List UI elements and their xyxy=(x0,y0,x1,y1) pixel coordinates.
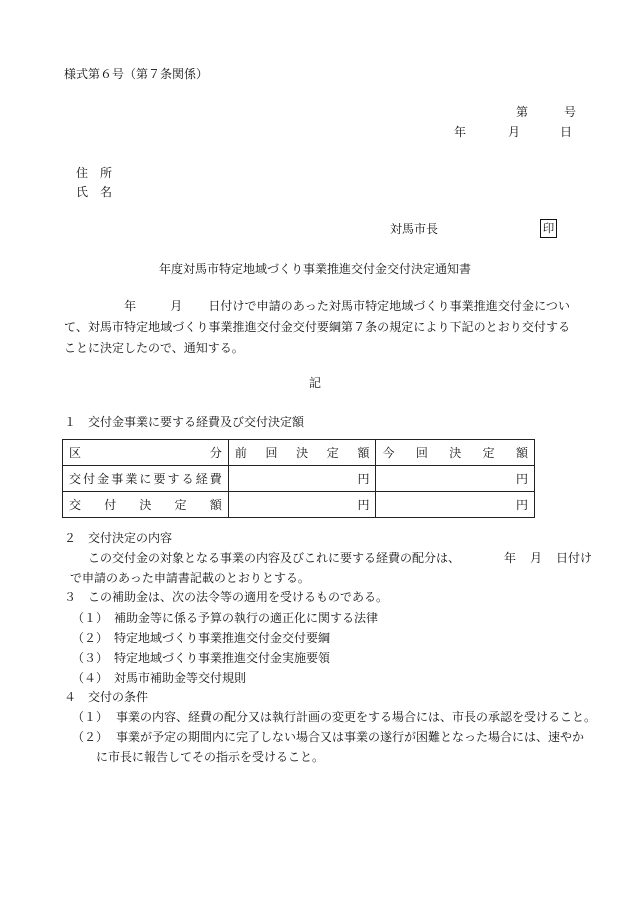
current-amount-cell: 円 xyxy=(376,466,535,492)
recipient-address-label: 住 所 xyxy=(76,166,113,180)
list-item: （２） 特定地域づくり事業推進交付金交付要綱 xyxy=(72,631,331,645)
header-category-left: 区 xyxy=(69,446,82,460)
intro-text: 日付けで申請のあった対馬市特定地域づくり事業推進交付金について、対馬市特定地域づくり事業推進交付金交付要綱第７条の規定により下記のとおり交付することに決定したので、通知する。 xyxy=(64,299,570,355)
row-label-char: 金 xyxy=(97,472,110,486)
list-item xyxy=(72,729,584,745)
date-month: 月 xyxy=(508,125,521,139)
header-prev-char: 額 xyxy=(357,446,370,460)
header-category xyxy=(63,440,229,466)
row-label-char: に xyxy=(139,472,152,486)
list-item: （３） 特定地域づくり事業推進交付金実施要領 xyxy=(72,651,331,665)
doc-number-suffix: 号 xyxy=(564,105,577,119)
section-2-line-2: で申請のあった申請書記載のとおりとする。 xyxy=(70,571,310,585)
header-curr-char: 決 xyxy=(449,446,462,460)
section-2-month: 月 xyxy=(530,551,543,565)
row-label-char: 経 xyxy=(195,472,208,486)
condition-number: （２） xyxy=(72,730,109,744)
section-2-year: 年 xyxy=(504,551,517,565)
recipient-name-label: 氏 名 xyxy=(76,185,113,199)
form-number-label: 様式第６号（第７条関係） xyxy=(64,67,209,81)
condition-continuation: に市長に報告してその指示を受けること。 xyxy=(96,750,325,764)
row-label-char: 付 xyxy=(83,472,96,486)
header-curr-char: 定 xyxy=(482,446,495,460)
list-item: （１） 補助金等に係る予算の執行の適正化に関する法律 xyxy=(72,611,379,625)
table-row xyxy=(63,466,535,492)
document-title: 年度対馬市特定地域づくり事業推進交付金交付決定通知書 xyxy=(158,262,471,276)
table-header-row xyxy=(63,440,535,466)
date-day: 日 xyxy=(560,125,573,139)
intro-month: 月 xyxy=(170,299,183,313)
header-current-amount xyxy=(376,440,535,466)
section-2-heading: ２ 交付決定の内容 xyxy=(64,531,173,545)
row-label-char: 事 xyxy=(111,472,124,486)
row-label-char: す xyxy=(167,472,180,486)
row-label-char: 要 xyxy=(153,472,166,486)
condition-number: （１） xyxy=(72,710,109,724)
sender-mayor: 対馬市長 xyxy=(390,222,439,236)
doc-number-prefix: 第 xyxy=(516,105,529,119)
header-curr-char: 回 xyxy=(415,446,428,460)
row-label-grant-amount xyxy=(63,492,229,518)
ki-heading: 記 xyxy=(308,376,321,390)
list-item xyxy=(72,709,596,725)
header-prev-char: 決 xyxy=(296,446,309,460)
seal-box: 印 xyxy=(540,219,557,238)
condition-text: 事業の内容、経費の配分又は執行計画の変更をする場合には、市長の承認を受けること。 xyxy=(116,710,597,724)
header-prev-char: 回 xyxy=(265,446,278,460)
section-2-text: この交付金の対象となる事業の内容及びこれに要する経費の配分は、 xyxy=(88,551,461,565)
section-4-heading: ４ 交付の条件 xyxy=(64,690,149,704)
row-label-char: 費 xyxy=(209,472,222,486)
header-curr-char: 今 xyxy=(382,446,395,460)
row-label-char: 交 xyxy=(69,498,82,512)
row-label-char: 交 xyxy=(69,472,82,486)
row-label-char: 額 xyxy=(209,498,222,512)
previous-amount-cell: 円 xyxy=(228,492,376,518)
current-amount-cell: 円 xyxy=(376,492,535,518)
cost-table xyxy=(62,439,535,518)
row-label-char: 業 xyxy=(125,472,138,486)
section-3-heading: ３ この補助金は、次の法令等の適用を受けるものである。 xyxy=(64,590,389,604)
header-category-right: 分 xyxy=(209,446,222,460)
previous-amount-cell: 円 xyxy=(228,466,376,492)
section-2-line-1 xyxy=(88,550,592,566)
header-curr-char: 額 xyxy=(515,446,528,460)
section-1-heading: １ 交付金事業に要する経費及び交付決定額 xyxy=(64,415,305,429)
section-2-day: 日付け xyxy=(556,551,593,565)
row-label-char: 決 xyxy=(139,498,152,512)
issue-date xyxy=(454,124,572,140)
date-year: 年 xyxy=(454,125,467,139)
list-item: （４） 対馬市補助金等交付規則 xyxy=(72,671,247,685)
header-previous-amount xyxy=(228,440,376,466)
condition-text: 事業が予定の期間内に完了しない場合又は事業の遂行が困難となった場合には、速やか xyxy=(116,730,585,744)
document-number xyxy=(516,104,576,120)
intro-year: 年 xyxy=(124,299,137,313)
header-prev-char: 定 xyxy=(326,446,339,460)
row-label-project-cost xyxy=(63,466,229,492)
row-label-char: 付 xyxy=(104,498,117,512)
row-label-char: る xyxy=(181,472,194,486)
intro-paragraph xyxy=(64,296,570,359)
header-prev-char: 前 xyxy=(234,446,247,460)
table-row xyxy=(63,492,535,518)
row-label-char: 定 xyxy=(174,498,187,512)
